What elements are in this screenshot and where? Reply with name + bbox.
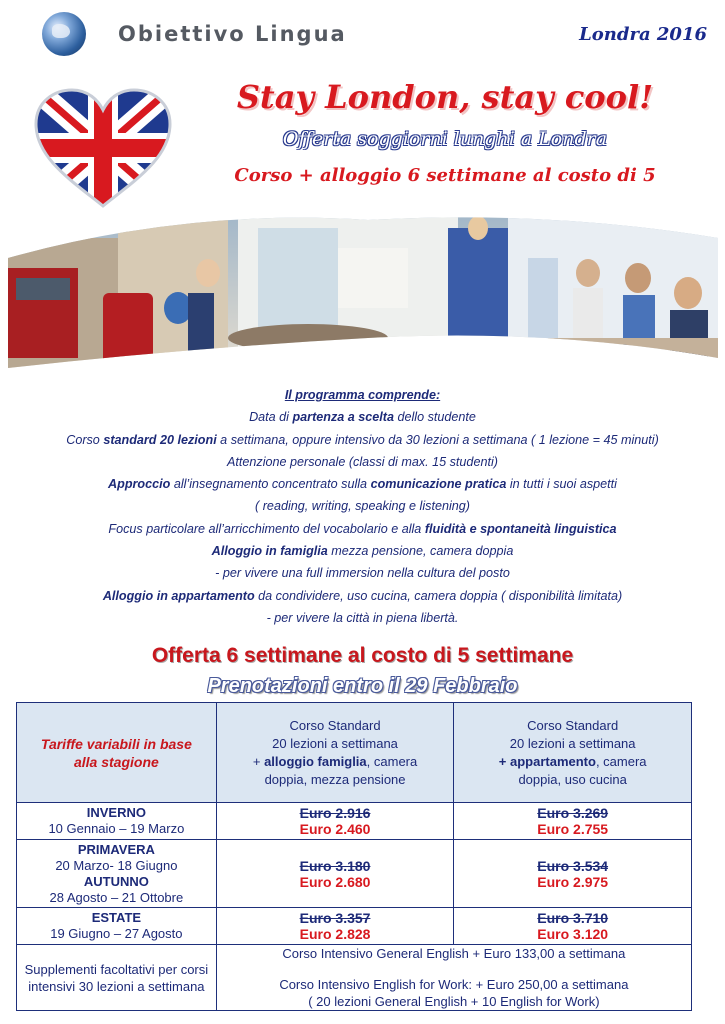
col1-line2: 20 lezioni a settimana <box>272 735 398 751</box>
programme-line: Attenzione personale (classi di max. 15 studenti) <box>227 454 498 469</box>
offer-subtitle: Corso + alloggio 6 settimane al costo di 5 <box>234 165 656 186</box>
new-price: Euro 3.120 <box>537 926 609 942</box>
programme-line: - per vivere una full immersion nella cultura del posto <box>215 566 510 581</box>
season-dates: 20 Marzo- 18 Giugno <box>55 857 178 873</box>
london-classroom-photo-banner <box>8 198 718 373</box>
new-price: Euro 2.755 <box>537 821 609 837</box>
family-column-header <box>216 703 454 803</box>
season-dates: 28 Agosto – 21 Ottobre <box>49 889 184 905</box>
col2-line1: Corso Standard <box>527 717 619 733</box>
col2-line4: doppia, uso cucina <box>518 771 627 787</box>
col1-line3: + alloggio famiglia, camera <box>252 753 418 769</box>
col2-line3: + appartamento, camera <box>498 753 647 769</box>
programme-line: Corso standard 20 lezioni a settimana, oppure intensivo da 30 lezioni a settimana ( 1 lezione = 45 minuti) <box>66 432 659 447</box>
apartment-column-header <box>454 703 692 803</box>
old-price: Euro 3.269 <box>537 805 609 821</box>
globe-logo-icon <box>42 12 86 56</box>
col2-line2: 20 lezioni a settimana <box>509 735 636 751</box>
supplement-general: Corso Intensivo General English + Euro 133,00 a settimana <box>282 946 626 961</box>
supplements-label: Supplementi facoltativi per corsi intensivi 30 lezioni a settimana <box>24 961 209 994</box>
programme-line: Approccio all’insegnamento concentrato sulla comunicazione pratica in tutti i suoi aspetti <box>108 477 617 492</box>
programme-line: ( reading, writing, speaking e listening) <box>255 499 470 514</box>
old-price: Euro 3.180 <box>299 857 371 874</box>
season-name: AUTUNNO <box>83 873 149 889</box>
season-name: INVERNO <box>86 805 146 820</box>
supplement-work-detail: ( 20 lezioni General English + 10 English for Work) <box>308 994 600 1009</box>
subtitle: Offerta soggiorni lunghi a Londra <box>282 128 608 150</box>
offer-title: Offerta 6 settimane al costo di 5 settimane <box>151 644 574 667</box>
supplement-work: Corso Intensivo English for Work: + Euro 250,00 a settimana <box>279 977 629 992</box>
old-price: Euro 3.357 <box>299 910 371 926</box>
season-name: PRIMAVERA <box>77 841 155 857</box>
rates-label: Tariffe variabili in base alla stagione <box>40 735 192 770</box>
col1-line1: Corso Standard <box>289 717 381 733</box>
booking-deadline: Prenotazioni entro il 29 Febbraio <box>207 675 518 697</box>
main-title: Stay London, stay cool! <box>236 78 654 116</box>
price-table <box>16 702 692 1011</box>
table-row <box>17 908 692 945</box>
uk-flag-heart-icon <box>32 86 174 210</box>
new-price: Euro 2.975 <box>537 873 609 890</box>
programme-heading: Il programma comprende: <box>284 388 441 402</box>
programme-line: Alloggio in famiglia mezza pensione, camera doppia <box>211 544 514 559</box>
old-price: Euro 3.710 <box>537 910 609 926</box>
supplements-row <box>17 945 692 1011</box>
programme-line: - per vivere la città in piena libertà. <box>266 610 459 625</box>
rates-label-cell <box>17 703 217 803</box>
season-dates: 10 Gennaio – 19 Marzo <box>48 821 185 836</box>
table-row <box>17 840 692 908</box>
old-price: Euro 2.916 <box>299 805 371 821</box>
season-name: ESTATE <box>91 910 142 925</box>
table-row <box>17 803 692 840</box>
new-price: Euro 2.828 <box>299 926 371 942</box>
col1-line4: doppia, mezza pensione <box>264 771 406 787</box>
programme-section <box>0 384 725 629</box>
season-dates: 19 Giugno – 27 Agosto <box>50 926 183 941</box>
programme-line: Alloggio in appartamento da condividere, uso cucina, camera doppia ( disponibilità limitata) <box>102 588 623 603</box>
old-price: Euro 3.534 <box>537 857 609 874</box>
year-label: Londra 2016 <box>579 24 707 45</box>
table-header-row <box>17 703 692 803</box>
programme-line: Focus particolare all’arricchimento del vocabolario e alla fluidità e spontaneità linguistica <box>108 521 617 536</box>
programme-line: Data di partenza a scelta dello studente <box>249 410 476 425</box>
new-price: Euro 2.460 <box>299 821 371 837</box>
brand-name: Obiettivo Lingua <box>118 22 347 46</box>
new-price: Euro 2.680 <box>299 873 371 890</box>
